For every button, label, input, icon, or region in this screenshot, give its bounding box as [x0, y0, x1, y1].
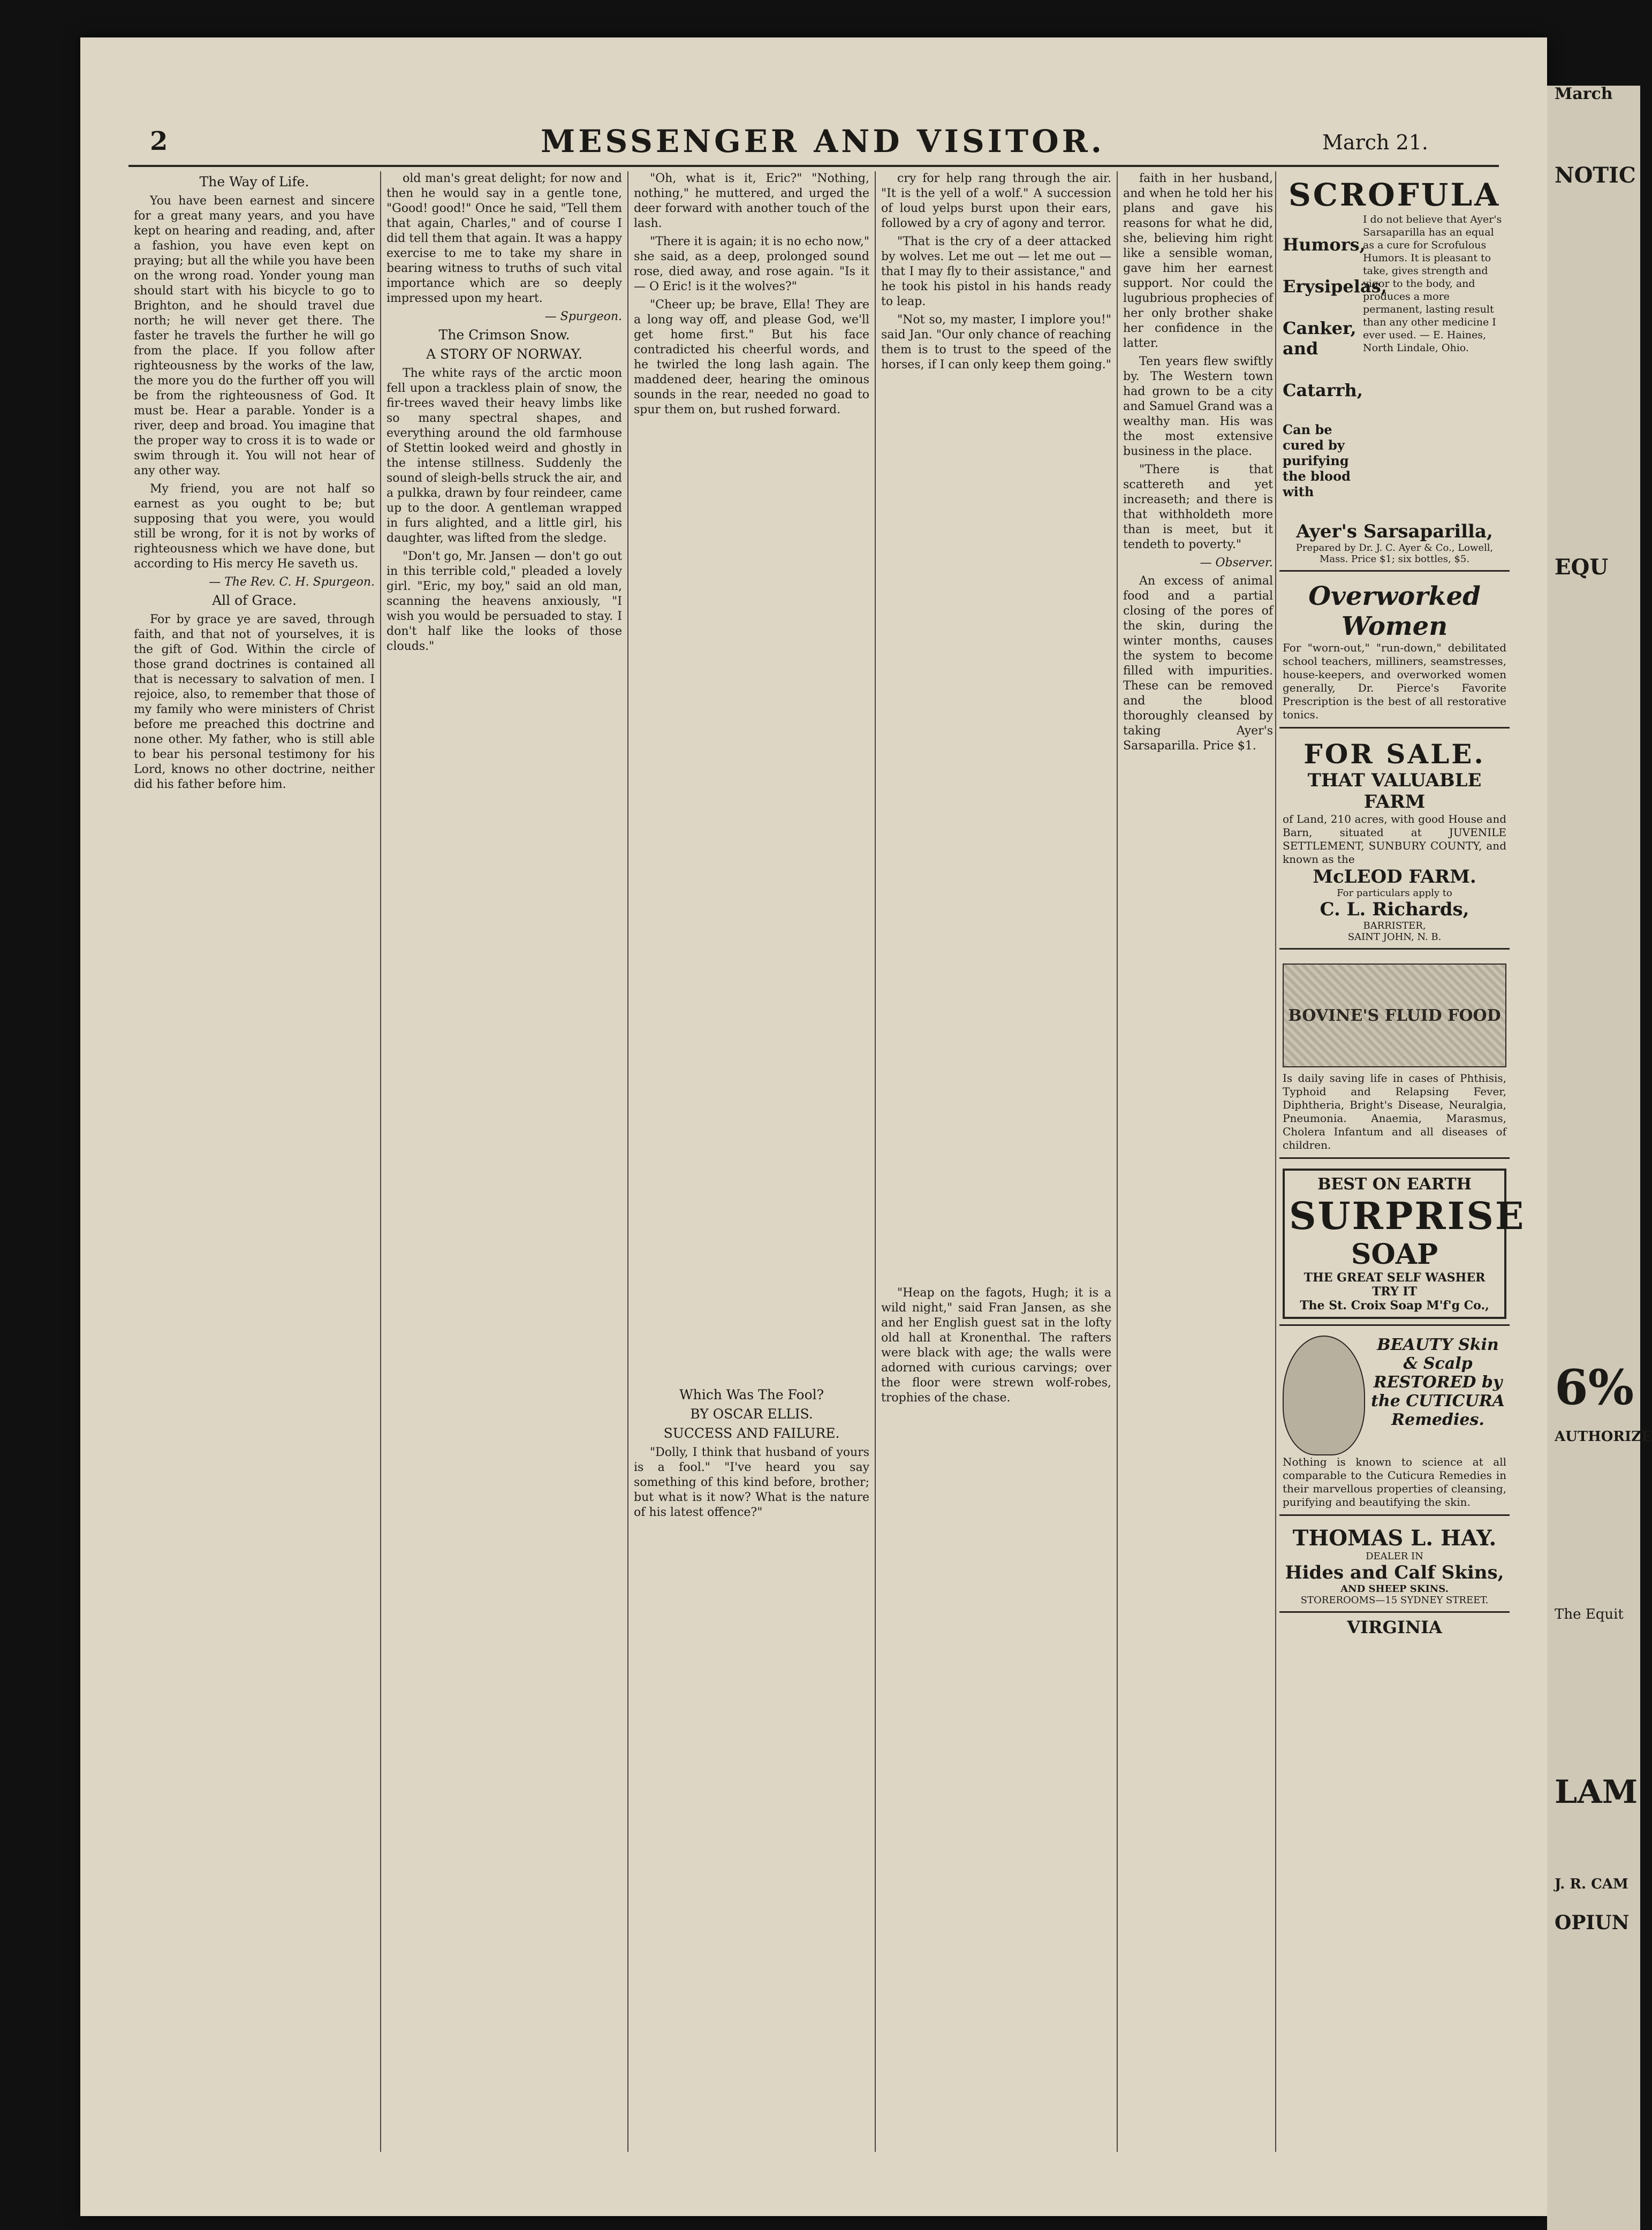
- masthead: [80, 123, 1547, 161]
- ad-subheadline: THAT VALUABLE FARM: [1307, 770, 1482, 813]
- edge-text: LAM: [1555, 1773, 1638, 1811]
- hides-ad: [1279, 1520, 1510, 1613]
- edge-text: J. R. CAM: [1555, 1876, 1628, 1892]
- newspaper-page: [80, 37, 1547, 2216]
- paragraph: Ten years flew swiftly by. The Western town had grown to be a city and Samuel Grand was a wealthy man. His was the most extensive business in the place.: [1123, 355, 1273, 458]
- edge-text: March: [1555, 85, 1613, 103]
- ad-note: Prepared by Dr. J. C. Ayer & Co., Lowell, Mass. Price $1; six bottles, $5.: [1295, 542, 1494, 565]
- ad-tagline: BEST ON EARTH: [1317, 1175, 1472, 1194]
- ad-note: STOREROOMS—15 SYDNEY STREET.: [1300, 1595, 1489, 1606]
- ad-farm-name: McLEOD FARM.: [1313, 866, 1476, 888]
- ad-headline: SCROFULA: [1288, 177, 1501, 213]
- ad-item: Erysipelas,: [1283, 276, 1387, 297]
- ad-headline: SURPRISE: [1289, 1194, 1526, 1238]
- paragraph: "Oh, what is it, Eric?" "Nothing, nothing," he muttered, and urged the deer forward with another touch of the lash.: [634, 172, 869, 230]
- paragraph: "Heap on the fagots, Hugh; it is a wild night," said Fran Jansen, as she and her English guest sat in the lofty old hall at Kronenthal. The rafters were black with age; the walls were adorned with curious carvings; over the floor were strewn wolf-robes, trophies of the chase.: [881, 1286, 1111, 1405]
- ad-item: Canker, and: [1283, 318, 1357, 359]
- ad-note: SAINT JOHN, N. B.: [1347, 931, 1442, 943]
- column-3: [634, 171, 869, 2152]
- ad-product: Ayer's Sarsaparilla,: [1296, 521, 1493, 542]
- ad-item: Catarrh,: [1283, 380, 1363, 400]
- ad-headline: THOMAS L. HAY.: [1292, 1526, 1497, 1551]
- paragraph: old man's great delight; for now and then he would say in a gentle tone, "Good! good!" Once he said, "Tell them that again, Charles," and of course I did tell them that again. It was a happy exercise to me to take my share in bearing witness to truths of such vital importance which are so deeply impressed upon my heart.: [387, 172, 622, 305]
- paragraph: For by grace ye are saved, through faith, and that not of yourselves, it is the gift of God. Within the circle of those grand doctrines is contained all that is necessary to salvation of men. I rejoice, also, to remember that those of my family who were ministers of Christ before me preached this doctrine and none other. My father, who is still able to bear his personal testimony for his Lord, knows no other doctrine, neither did his father before him.: [134, 613, 375, 791]
- ad-tagline: THE GREAT SELF WASHER TRY IT: [1304, 1271, 1486, 1299]
- edge-text: OPIUN: [1555, 1912, 1630, 1934]
- ad-contact: C. L. Richards,: [1320, 899, 1469, 920]
- edge-text: EQU: [1555, 555, 1609, 580]
- bovinine-ad: [1279, 954, 1510, 1159]
- paragraph: "Cheer up; be brave, Ella! They are a long way off, and please God, we'll get home first." But his face contradicted his cheerful words, and he twirled the long lash again. The maddened deer, hearing the ominous sounds in the rear, needed no goad to spur them on, but rushed forward.: [634, 298, 869, 416]
- ad-testimonial: I do not believe that Ayer's Sarsaparilla has an equal as a cure for Scrofulous Humors. It is pleasant to take, gives strength and vigor to the body, and produces a more permanent, lasting result than any other medicine I ever used. — E. Haines, North Lindale, Ohio.: [1363, 214, 1502, 354]
- column-rule: [380, 171, 381, 2152]
- ad-headline: Overworked Women: [1308, 581, 1481, 641]
- ad-item: Can be cured by purifying the blood with: [1283, 422, 1351, 499]
- edge-text: NOTIC: [1555, 163, 1636, 188]
- ad-headline: BEAUTY Skin & Scalp RESTORED by the CUTICURA Remedies.: [1371, 1336, 1505, 1429]
- signature: — Spurgeon.: [544, 310, 622, 323]
- paragraph: faith in her husband, and when he told her his plans and gave his reasons for what he did, she, believing him right like a sensible woman, gave him her earnest support. Nor could the lugubrious prophecies of her only brother shake her confidence in the latter.: [1123, 172, 1273, 350]
- paragraph: An excess of animal food and a partial closing of the pores of the skin, during the winter months, causes the system to become filled with impurities. These can be removed and the blood thoroughly cleansed by taking Ayer's Sarsaparilla. Price $1.: [1123, 574, 1273, 753]
- ad-body: For "worn-out," "run-down," debilitated school teachers, milliners, seamstresses, house-keepers, and overworked women generally, Dr. Pierce's Favorite Prescription is the best of all restorative tonics.: [1283, 641, 1506, 721]
- next-page-edge: [1547, 85, 1652, 2230]
- column-4: [881, 171, 1111, 2152]
- ad-body: of Land, 210 acres, with good House and Barn, situated at JUVENILE SETTLEMENT, SUNBURY COUNTY, and known as the: [1283, 813, 1506, 866]
- paragraph: "That is the cry of a deer attacked by wolves. Let me out — let me out — that I may fly to their assistance," and he took his pistol in his hands ready to leap.: [881, 235, 1111, 308]
- heading: Which Was The Fool?: [679, 1387, 824, 1402]
- newspaper-title: MESSENGER AND VISITOR.: [541, 123, 1105, 160]
- farm-sale-ad: [1279, 733, 1510, 950]
- edge-text: 6%: [1555, 1359, 1634, 1416]
- advertisement-column: [1279, 171, 1526, 2152]
- ad-body: Is daily saving life in cases of Phthisis, Typhoid and Relapsing Fever, Diphtheria, Bright's Disease, Neuralgia, Pneumonia. Anaemia, Marasmus, Cholera Infantum and all diseases of children.: [1283, 1072, 1506, 1151]
- column-rule: [1117, 171, 1118, 2152]
- signature: — The Rev. C. H. Spurgeon.: [209, 575, 375, 589]
- column-rule: [627, 171, 628, 2152]
- column-5: [1123, 171, 1273, 2152]
- paragraph: "Not so, my master, I implore you!" said Jan. "Our only chance of reaching them is to trust to the speed of the horses, if I can only keep them going.": [881, 313, 1111, 371]
- paragraph: "Don't go, Mr. Jansen — don't go out in this terrible cold," pleaded a lovely girl. "Eric, my boy," said an old man, scanning the heavens anxiously, "I wish you would be persuaded to stay. I don't half like the looks of those clouds.": [387, 550, 622, 653]
- heading: The Way of Life.: [199, 174, 309, 189]
- cattle-illustration: BOVINE'S FLUID FOOD: [1283, 964, 1506, 1067]
- woman-portrait: [1283, 1336, 1365, 1455]
- byline: BY OSCAR ELLIS.: [690, 1406, 813, 1422]
- edge-text: AUTHORIZE: [1555, 1429, 1652, 1445]
- subheading: A STORY OF NORWAY.: [426, 346, 582, 362]
- surprise-soap-ad: [1279, 1163, 1526, 1326]
- ad-note: BARRISTER,: [1363, 920, 1426, 931]
- column-2: [387, 171, 622, 2152]
- virginia-ad: VIRGINIA: [1347, 1617, 1442, 1637]
- ad-note: DEALER IN: [1366, 1551, 1423, 1562]
- women-ad: [1279, 576, 1510, 729]
- scrofula-ad: [1279, 171, 1510, 572]
- heading: All of Grace.: [212, 593, 297, 608]
- paragraph: The white rays of the arctic moon fell upon a trackless plain of snow, the fir-trees waved their heavy limbs like so many spectral shapes, and everything around the old farmhouse of Stettin looked weird and ghostly in the intense stillness. Suddenly the sound of sleigh-bells struck the air, and a pulkka, drawn by four reindeer, came up to the door. A gentleman wrapped in furs alighted, and a little girl, his daughter, was lifted from the sledge.: [387, 367, 622, 545]
- ad-note: For particulars apply to: [1337, 888, 1452, 899]
- column-1: [134, 171, 375, 2152]
- ad-company: The St. Croix Soap M'f'g Co.,: [1300, 1299, 1489, 1313]
- paragraph: cry for help rang through the air. "It is the yell of a wolf." A succession of loud yelps burst upon their ears, followed by a cry of agony and terror.: [881, 172, 1111, 230]
- paragraph: "There is that scattereth and yet increaseth; and there is that withholdeth more than is meet, but it tendeth to poverty.": [1123, 463, 1273, 551]
- column-rule: [1275, 171, 1276, 2152]
- heading: The Crimson Snow.: [438, 327, 570, 343]
- ad-body: Nothing is known to science at all comparable to the Cuticura Remedies in their marvellous properties of cleansing, purifying and beautifying the skin.: [1283, 1455, 1506, 1508]
- ad-subheadline: Hides and Calf Skins,: [1285, 1562, 1504, 1583]
- paragraph: My friend, you are not half so earnest as you ought to be; but supposing that you were, you would still be wrong, for it is not by works of righteousness which we have done, but according to His mercy He saveth us.: [134, 482, 375, 571]
- issue-date: March 21.: [1322, 131, 1428, 154]
- edge-text: The Equit: [1555, 1606, 1624, 1622]
- signature: — Observer.: [1200, 556, 1273, 570]
- paragraph: "Dolly, I think that husband of yours is a fool." "I've heard you say something of this kind before, brother; but what is it now? What is the nature of his latest offence?": [634, 1446, 869, 1519]
- ad-product: SOAP: [1351, 1238, 1438, 1271]
- cuticura-ad: [1279, 1330, 1510, 1516]
- ad-headline: FOR SALE.: [1304, 738, 1486, 770]
- ad-note: AND SHEEP SKINS.: [1340, 1583, 1449, 1595]
- masthead-rule: [128, 165, 1499, 167]
- page-number: 2: [150, 126, 168, 156]
- paragraph: You have been earnest and sincere for a great many years, and you have kept on hearing and reading, and, after a fashion, you have even kept on praying; but all the while you have been on the wrong road. Yonder young man should start with his bicycle to go to Brighton, and he should travel due north; he will never get there. The faster he travels the further he will go from the place. If you follow after righteousness by the works of the law, the more you do the further off you will be from the righteousness of God. It must be. Hear a parable. Yonder is a river, deep and broad. You imagine that the proper way to cross it is to wade or swim through it. You will not hear of any other way.: [134, 194, 375, 477]
- ad-item: Humors,: [1283, 234, 1366, 255]
- subheading: SUCCESS AND FAILURE.: [663, 1425, 840, 1441]
- paragraph: "There it is again; it is no echo now," she said, as a deep, prolonged sound rose, died away, and rose again. "Is it — O Eric! is it the wolves?": [634, 235, 869, 293]
- column-rule: [875, 171, 876, 2152]
